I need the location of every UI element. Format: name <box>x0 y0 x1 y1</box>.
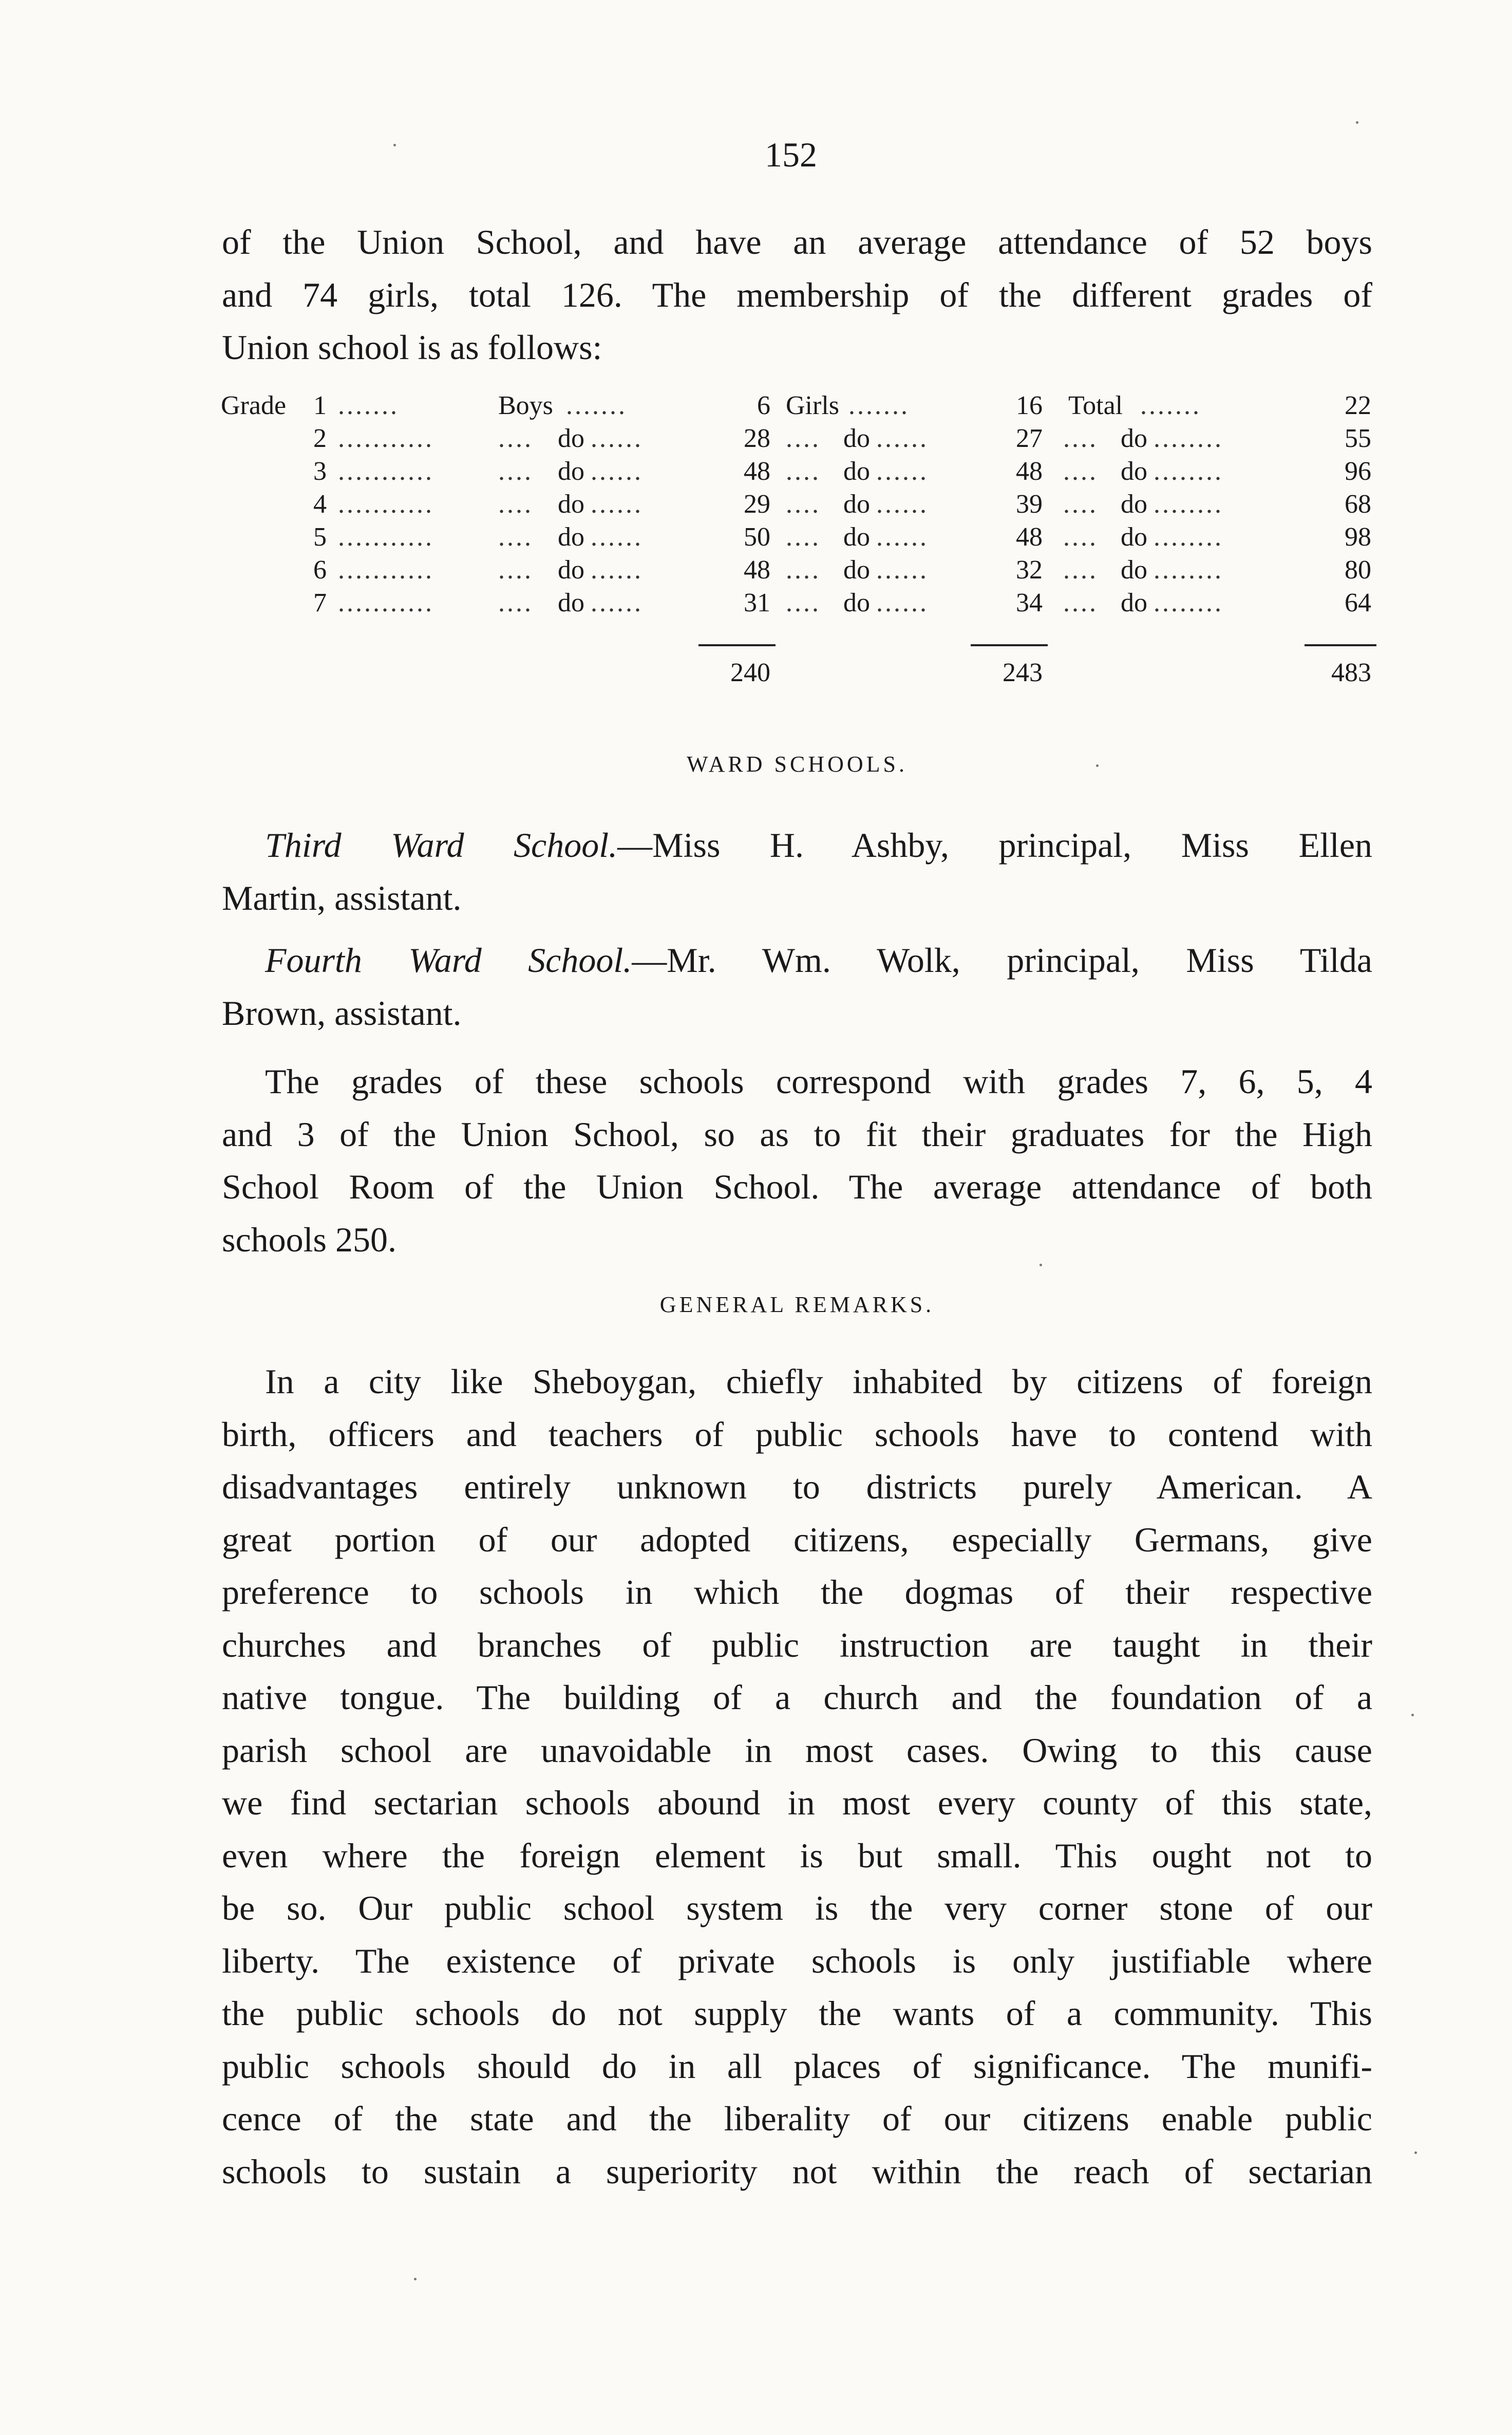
leader-dots: ...... <box>591 588 643 617</box>
boys-count: 50 <box>744 522 770 552</box>
third-ward-line <box>222 819 1372 872</box>
leader-dots: ........... <box>338 490 434 519</box>
girls-count: 27 <box>1016 424 1043 453</box>
grade-number: 2 <box>313 424 327 453</box>
total-count: 98 <box>1345 522 1371 552</box>
grades-line: The grades of these schools correspond with grades 7, 6, 5, 4 <box>265 1062 1372 1101</box>
table-row <box>221 456 1376 488</box>
leader-dots: .... <box>498 588 533 617</box>
leader-dots: ...... <box>591 555 643 585</box>
leader-dots: .... <box>786 555 821 585</box>
grand-total: 483 <box>1331 658 1371 687</box>
ditto-mark: do <box>558 555 584 585</box>
grades-line: schools 250. <box>222 1220 396 1259</box>
grade-label: Grade <box>221 391 287 420</box>
girls-count: 48 <box>1016 457 1043 486</box>
leader-dots: .... <box>498 555 533 585</box>
leader-dots: ........ <box>1154 457 1223 486</box>
remarks-line: we find sectarian schools abound in most every county of this state, <box>222 1783 1372 1822</box>
leader-dots: ........... <box>338 424 434 453</box>
third-ward-line: Martin, assistant. <box>222 878 462 917</box>
grade-number: 4 <box>313 490 327 519</box>
remarks-line: churches and branches of public instruction are taught in their <box>222 1625 1372 1664</box>
grade-number: 3 <box>313 457 327 486</box>
remarks-line: liberty. The existence of private schools is only justifiable where <box>222 1941 1372 1980</box>
table-row <box>221 390 1376 422</box>
ditto-mark: do <box>558 522 584 552</box>
remarks-line: native tongue. The building of a church and the foundation of a <box>222 1678 1372 1717</box>
boys-count: 6 <box>757 391 770 420</box>
grade-number: 7 <box>313 588 327 617</box>
leader-dots: .... <box>1063 522 1098 552</box>
boys-total: 240 <box>730 658 770 687</box>
paper-speck <box>1040 1264 1042 1266</box>
fourth-ward-name: Fourth Ward School. <box>265 941 632 980</box>
grade-number: 1 <box>313 391 327 420</box>
leader-dots: ........... <box>338 522 434 552</box>
leader-dots: .... <box>1063 457 1098 486</box>
ditto-mark: do <box>558 490 584 519</box>
leader-dots: ........ <box>1154 490 1223 519</box>
leader-dots: ...... <box>876 555 929 585</box>
paper-speck <box>393 144 396 146</box>
leader-dots: .... <box>786 522 821 552</box>
boys-count: 28 <box>744 424 770 453</box>
intro-line: Union school is as follows: <box>222 328 602 367</box>
table-row <box>221 522 1376 554</box>
leader-dots: ...... <box>876 457 929 486</box>
leader-dots: ...... <box>876 490 929 519</box>
leader-dots: ....... <box>338 391 399 420</box>
ditto-mark: do <box>843 457 870 486</box>
total-count: 22 <box>1345 391 1371 420</box>
boys-sum-rule <box>698 644 776 646</box>
fourth-ward-line <box>222 934 1372 987</box>
leader-dots: ........ <box>1154 555 1223 585</box>
ditto-mark: do <box>1121 588 1147 617</box>
ditto-mark: do <box>843 522 870 552</box>
remarks-line: parish school are unavoidable in most cases. Owing to this cause <box>222 1730 1372 1770</box>
remarks-line: the public schools do not supply the wants of a community. This <box>222 1994 1372 2033</box>
paper-speck <box>1411 1714 1414 1716</box>
leader-dots: .... <box>498 490 533 519</box>
grade-number: 5 <box>313 522 327 552</box>
table-row <box>221 555 1376 587</box>
remarks-line: birth, officers and teachers of public schools have to contend with <box>222 1414 1372 1454</box>
paper-speck <box>1356 121 1358 124</box>
ditto-mark: do <box>1121 555 1147 585</box>
leader-dots: .... <box>1063 588 1098 617</box>
leader-dots: .... <box>786 588 821 617</box>
ward-schools-heading: WARD SCHOOLS. <box>686 752 908 777</box>
boys-count: 48 <box>744 555 770 585</box>
total-count: 68 <box>1345 490 1371 519</box>
remarks-line: In a city like Sheboygan, chiefly inhabited by citizens of foreign <box>265 1362 1372 1401</box>
third-ward-staff: —Miss H. Ashby, principal, Miss Ellen <box>617 826 1372 865</box>
girls-count: 16 <box>1016 391 1043 420</box>
intro-paragraph <box>222 216 1372 374</box>
paper-speck <box>1096 764 1099 767</box>
total-count: 64 <box>1345 588 1371 617</box>
leader-dots: ...... <box>876 424 929 453</box>
leader-dots: ....... <box>848 391 910 420</box>
leader-dots: ........... <box>338 457 434 486</box>
ditto-mark: do <box>558 588 584 617</box>
leader-dots: .... <box>1063 424 1098 453</box>
ditto-mark: do <box>1121 457 1147 486</box>
totals-row <box>221 658 1376 689</box>
remarks-line: be so. Our public school system is the very corner stone of our <box>222 1888 1372 1927</box>
table-row <box>221 489 1376 521</box>
fourth-ward-line: Brown, assistant. <box>222 993 462 1033</box>
leader-dots: ...... <box>591 522 643 552</box>
total-count: 80 <box>1345 555 1371 585</box>
general-remarks-heading: GENERAL REMARKS. <box>659 1292 935 1317</box>
remarks-line: even where the foreign element is but small. This ought not to <box>222 1835 1372 1875</box>
leader-dots: .... <box>498 522 533 552</box>
ditto-mark: do <box>843 555 870 585</box>
total-label: Total <box>1068 391 1123 420</box>
leader-dots: ....... <box>566 391 627 420</box>
table-row <box>221 423 1376 455</box>
remarks-line: public schools should do in all places of significance. The munifi- <box>222 2046 1372 2086</box>
boys-label: Boys <box>498 391 553 420</box>
ditto-mark: do <box>558 424 584 453</box>
leader-dots: .... <box>498 457 533 486</box>
leader-dots: ........ <box>1154 424 1223 453</box>
grade-number: 6 <box>313 555 327 585</box>
grades-line: School Room of the Union School. The average attendance of both <box>222 1167 1372 1206</box>
girls-count: 32 <box>1016 555 1043 585</box>
leader-dots: ...... <box>591 457 643 486</box>
paper-speck <box>1414 2151 1417 2154</box>
ditto-mark: do <box>558 457 584 486</box>
remarks-line: preference to schools in which the dogmas of their respective <box>222 1572 1372 1612</box>
girls-count: 48 <box>1016 522 1043 552</box>
leader-dots: .... <box>786 424 821 453</box>
boys-count: 48 <box>744 457 770 486</box>
intro-line: of the Union School, and have an average attendance of 52 boys <box>222 222 1372 261</box>
table-row <box>221 588 1376 620</box>
remarks-paragraph <box>222 1355 1372 2198</box>
remarks-line: schools to sustain a superiority not within the reach of sectarian <box>222 2151 1372 2191</box>
fourth-ward-staff: —Mr. Wm. Wolk, principal, Miss Tilda <box>632 941 1372 980</box>
leader-dots: ....... <box>1140 391 1201 420</box>
remarks-line: great portion of our adopted citizens, especially Germans, give <box>222 1520 1372 1559</box>
ditto-mark: do <box>843 424 870 453</box>
leader-dots: ........ <box>1154 588 1223 617</box>
girls-label: Girls <box>786 391 839 420</box>
ditto-mark: do <box>843 588 870 617</box>
leader-dots: .... <box>1063 555 1098 585</box>
leader-dots: ...... <box>876 588 929 617</box>
leader-dots: ...... <box>591 424 643 453</box>
boys-count: 29 <box>744 490 770 519</box>
leader-dots: ........... <box>338 555 434 585</box>
leader-dots: ........ <box>1154 522 1223 552</box>
paper-speck <box>414 2278 417 2280</box>
remarks-line: cence of the state and the liberality of our citizens enable public <box>222 2099 1372 2138</box>
ditto-mark: do <box>1121 424 1147 453</box>
ditto-mark: do <box>1121 522 1147 552</box>
leader-dots: ...... <box>876 522 929 552</box>
leader-dots: .... <box>498 424 533 453</box>
boys-count: 31 <box>744 588 770 617</box>
leader-dots: .... <box>786 490 821 519</box>
total-count: 55 <box>1345 424 1371 453</box>
intro-line: and 74 girls, total 126. The membership of the different grades of <box>222 275 1372 314</box>
leader-dots: ........... <box>338 588 434 617</box>
ditto-mark: do <box>1121 490 1147 519</box>
page-number: 152 <box>765 135 817 174</box>
girls-total: 243 <box>1003 658 1043 687</box>
total-sum-rule <box>1305 644 1376 646</box>
remarks-line: disadvantages entirely unknown to districts purely American. A <box>222 1467 1372 1506</box>
girls-count: 34 <box>1016 588 1043 617</box>
ditto-mark: do <box>843 490 870 519</box>
leader-dots: .... <box>1063 490 1098 519</box>
third-ward-name: Third Ward School. <box>265 826 618 865</box>
total-count: 96 <box>1345 457 1371 486</box>
girls-sum-rule <box>971 644 1048 646</box>
third-ward-paragraph <box>222 819 1372 924</box>
grades-line: and 3 of the Union School, so as to fit their graduates for the High <box>222 1114 1372 1154</box>
leader-dots: .... <box>786 457 821 486</box>
fourth-ward-paragraph <box>222 934 1372 1039</box>
grades-paragraph <box>222 1055 1372 1266</box>
leader-dots: ...... <box>591 490 643 519</box>
girls-count: 39 <box>1016 490 1043 519</box>
